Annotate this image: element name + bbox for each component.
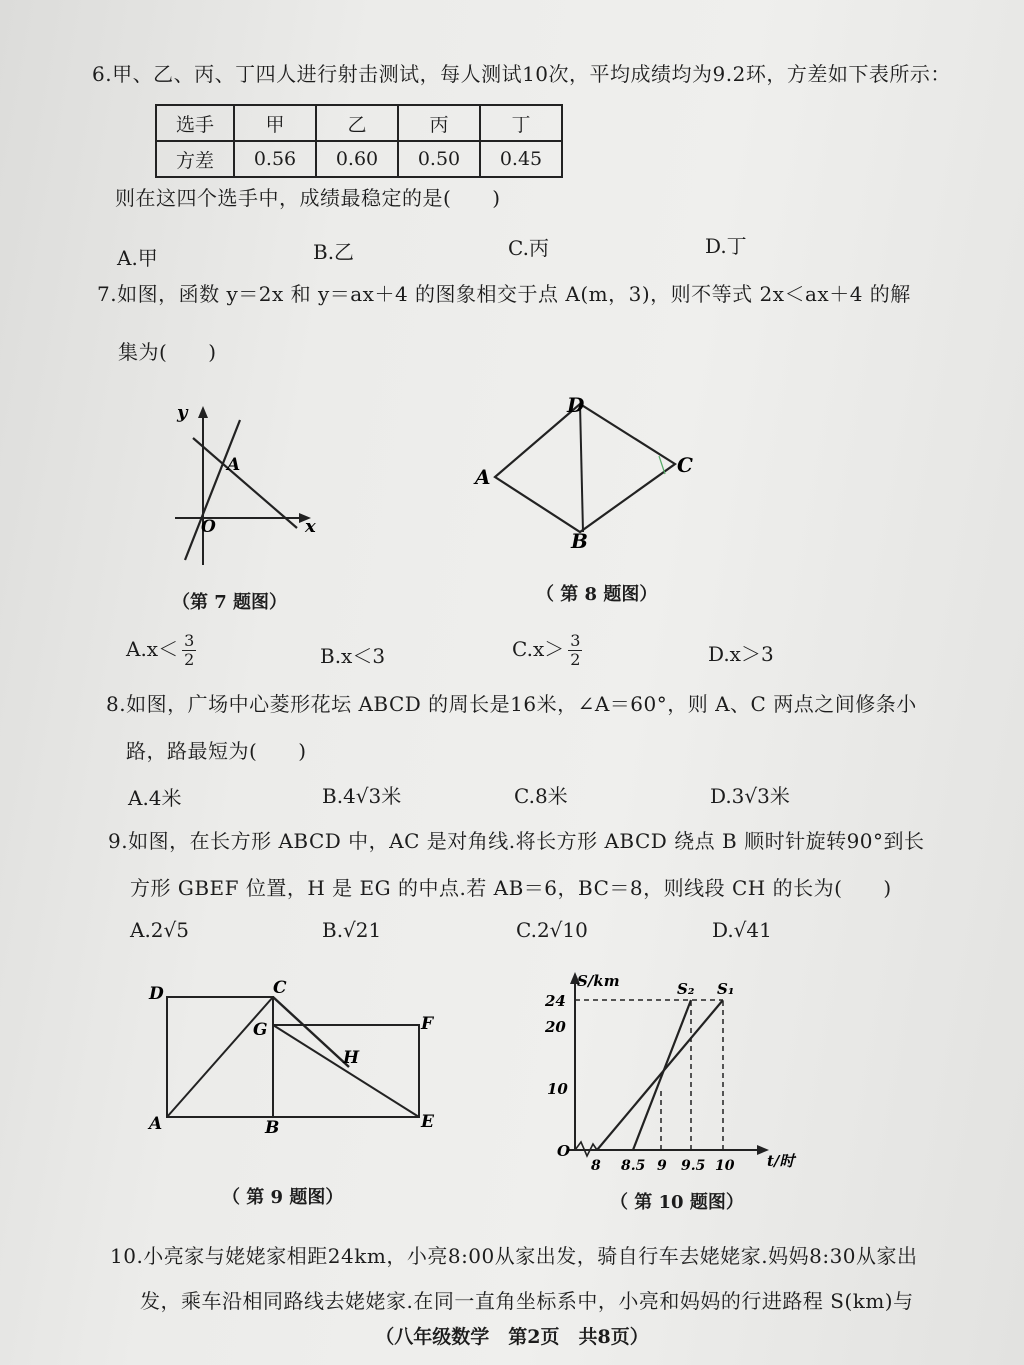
line-y-ax-plus-4 (193, 438, 297, 528)
y-tick-label: 20 (545, 1018, 566, 1036)
vertex-c-label: C (273, 978, 287, 998)
series-s1-line (597, 1000, 723, 1150)
series-s1-label: S₁ (717, 980, 735, 998)
q7-stem-line2: 集为( ) (118, 340, 217, 364)
q8-stem-line1: 8.如图，广场中心菱形花坛 ABCD 的周长是16米，∠A＝60°，则 A、C 两点之间修条小 (106, 692, 917, 716)
table-cell: 方差 (156, 141, 234, 177)
q7-option-d: D.x＞3 (708, 642, 774, 666)
table-cell: 0.60 (316, 141, 398, 177)
origin-label: O (557, 1142, 571, 1160)
q8-option-a: A.4米 (128, 786, 182, 810)
q10-figure (545, 970, 805, 1180)
x-tick-label: 9 (657, 1158, 667, 1174)
x-axis-label: t/时 (767, 1152, 795, 1170)
angle-mark-c (659, 456, 665, 474)
q10-stem-line1: 10.小亮家与姥姥家相距24km，小亮8:00从家出发，骑自行车去姥姥家.妈妈8:30从家出 (110, 1244, 918, 1268)
diagonal-bd (580, 404, 583, 532)
segment-ge (273, 1025, 419, 1117)
q6-option-d: D.丁 (705, 234, 747, 258)
q7-figure (165, 400, 345, 570)
y-label: y (177, 402, 188, 423)
q8-figure-caption: （ 第 8 题图） (536, 584, 658, 605)
series-s2-line (633, 1000, 691, 1150)
q8-option-d: D.3√3米 (710, 784, 790, 808)
q6-option-c: C.丙 (508, 236, 549, 260)
table-cell: 甲 (234, 105, 316, 141)
vertex-d-label: D (149, 984, 164, 1004)
q9-option-c: C.2√10 (516, 918, 588, 942)
numerator: 3 (570, 631, 581, 650)
q9-option-b: B.√21 (322, 918, 382, 942)
q7-stem-line1: 7.如图，函数 y＝2x 和 y＝ax＋4 的图象相交于点 A(m，3)，则不等式 2x＜ax＋4 的解 (97, 282, 911, 306)
q9-option-a: A.2√5 (130, 918, 189, 942)
fraction (568, 632, 582, 669)
vertex-a-label: A (149, 1114, 163, 1134)
denominator: 2 (570, 650, 581, 669)
q7-option-c-prefix: C.x＞ (512, 637, 565, 661)
denominator: 2 (184, 650, 195, 669)
x-tick-label: 9.5 (681, 1158, 706, 1174)
y-tick-label: 24 (545, 992, 566, 1010)
vertex-f-label: F (421, 1014, 434, 1034)
q7-option-c (512, 632, 582, 669)
y-axis-label: S/km (577, 972, 620, 990)
numerator: 3 (184, 631, 195, 650)
q10-figure-caption: （ 第 10 题图） (610, 1192, 744, 1213)
q9-figure (145, 975, 445, 1138)
table-cell: 丁 (480, 105, 562, 141)
table-cell: 丙 (398, 105, 480, 141)
table-cell: 乙 (316, 105, 398, 141)
page-footer: （八年级数学 第2页 共8页） (375, 1326, 649, 1348)
table-cell: 0.50 (398, 141, 480, 177)
q6-stem: 6.甲、乙、丙、丁四人进行射击测试，每人测试10次，平均成绩均为9.2环，方差如下表所示： (92, 62, 951, 86)
q8-figure (475, 392, 715, 552)
q8-stem-line2: 路，路最短为( ) (126, 739, 307, 763)
q9-figure-caption: （ 第 9 题图） (222, 1187, 344, 1208)
table-cell: 0.45 (480, 141, 562, 177)
x-tick-label: 8.5 (621, 1158, 646, 1174)
variance-table (155, 104, 563, 178)
q8-option-c: C.8米 (514, 784, 568, 808)
series-s2-label: S₂ (677, 980, 695, 998)
q7-option-a-prefix: A.x＜ (126, 637, 179, 661)
vertex-h-label: H (343, 1048, 360, 1068)
q7-option-a (126, 632, 196, 669)
fraction (182, 632, 196, 669)
q6-question: 则在这四个选手中，成绩最稳定的是( ) (115, 186, 501, 210)
y-tick-label: 10 (547, 1080, 568, 1098)
vertex-b-label: B (265, 1118, 280, 1138)
vertex-a-label: A (475, 465, 491, 489)
rhombus-abcd (495, 404, 675, 532)
q7-figure-caption: （第 7 题图） (172, 592, 288, 613)
x-tick-label: 8 (591, 1158, 601, 1174)
q6-option-a: A.甲 (117, 246, 158, 270)
vertex-g-label: G (253, 1020, 268, 1040)
vertex-e-label: E (421, 1112, 434, 1132)
q7-option-b: B.x＜3 (320, 644, 386, 668)
q8-option-b: B.4√3米 (322, 784, 402, 808)
vertex-d-label: D (567, 393, 585, 417)
q9-stem-line2: 方形 GBEF 位置，H 是 EG 的中点.若 AB＝6，BC＝8，则线段 CH 的长为( ) (130, 876, 892, 900)
table-cell: 选手 (156, 105, 234, 141)
x-label: x (305, 516, 316, 537)
diagonal-ac (167, 997, 273, 1117)
point-a-label: A (227, 455, 241, 475)
line-y-2x (185, 420, 240, 560)
y-axis-arrow (198, 406, 208, 418)
q10-stem-line2: 发，乘车沿相同路线去姥姥家.在同一直角坐标系中，小亮和妈妈的行进路程 S(km)与 (140, 1289, 914, 1313)
vertex-b-label: B (571, 529, 588, 553)
vertex-c-label: C (677, 453, 693, 477)
table-cell: 0.56 (234, 141, 316, 177)
q9-stem-line1: 9.如图，在长方形 ABCD 中，AC 是对角线.将长方形 ABCD 绕点 B 顺时针旋转90°到长 (108, 829, 925, 853)
q9-option-d: D.√41 (712, 918, 772, 942)
origin-label: O (201, 517, 216, 537)
table-row (156, 105, 562, 141)
table-row (156, 141, 562, 177)
x-tick-label: 10 (715, 1158, 735, 1174)
q6-option-b: B.乙 (313, 240, 355, 264)
